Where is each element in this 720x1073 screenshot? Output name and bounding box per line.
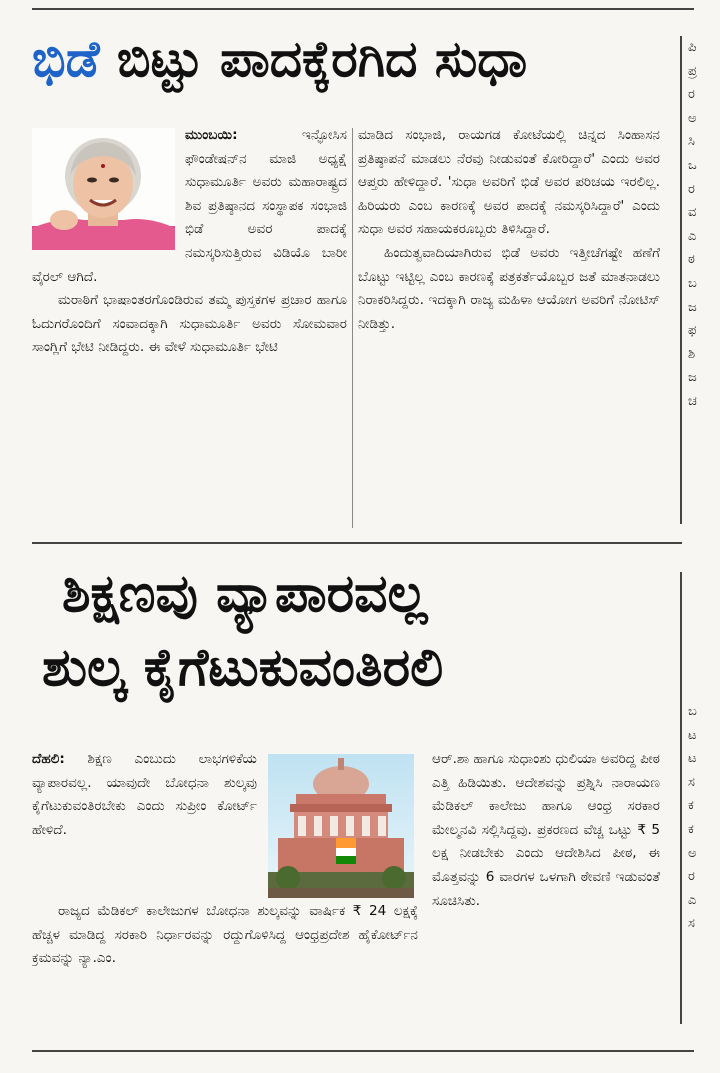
headline-accent-word: ಭಿಡೆ <box>32 30 100 88</box>
sidebar-line: ವ <box>688 205 697 221</box>
sidebar-line: ಟ <box>688 751 697 767</box>
sudha-murthy-photo <box>32 128 175 250</box>
article1-column-2 <box>358 124 660 534</box>
sidebar-line: ರ <box>688 87 695 103</box>
sidebar-divider <box>680 36 682 524</box>
article2-dateline: ದೆಹಲಿ: <box>32 751 65 767</box>
sidebar-line: ಫ <box>688 323 697 339</box>
article2-col2-text: ಆರ್.ಶಾ ಹಾಗೂ ಸುಧಾಂಶು ಧುಲಿಯಾ ಅವರಿದ್ದ ಪೀಠ ಎತ್ತಿ ಹಿಡಿಯಿತು. ಆದೇಶವನ್ನು ಪ್ರಶ್ನಿಸಿ ನಾರಾಯಣ ಮೆಡಿಕಲ್ ಕಾಲೇಜು ಹಾಗೂ ಆಂಧ್ರ ಸರಕಾರ ಮೇಲ್ಮನವಿ ಸಲ್ಲಿಸಿದ್ದವು. ಪ್ರಕರಣದ ವೆಚ್ಚ ಒಟ್ಟು ₹ 5 ಲಕ್ಷ ನೀಡಬೇಕು ಎಂದು ಆದೇಶಿಸಿದ ಪೀಠ, ಈ ಮೊತ್ತವನ್ನು 6 ವಾರಗಳ ಒಳಗಾಗಿ ಠೇವಣಿ ಇಡುವಂತೆ ಸೂಚಿಸಿತು. <box>432 751 660 909</box>
sidebar-line: ಅ <box>688 845 697 861</box>
sidebar-line: ಟ <box>688 727 697 743</box>
sidebar-line: ಜ <box>688 370 697 386</box>
article2-lead-text: ಶಿಕ್ಷಣ ಎಂಬುದು ಲಾಭಗಳಿಕೆಯ ವ್ಯಾಪಾರವಲ್ಲ. ಯಾವುದೇ ಬೋಧನಾ ಶುಲ್ಕವು ಕೈಗೆಟುಕುವಂತಿರಬೇಕು ಎಂದು ಸುಪ್ರೀಂ ಕೋರ್ಟ್ ಹೇಳಿದೆ. <box>32 751 257 838</box>
headline-rest: ಬಿಟ್ಟು ಪಾದಕ್ಕೆರಗಿದ ಸುಧಾ <box>116 30 528 88</box>
sidebar-line: ಕ <box>688 821 694 837</box>
supreme-court-image <box>268 754 414 898</box>
sidebar-line: ಬ <box>688 275 697 291</box>
article1-dateline: ಮುಂಬಯಿ: <box>185 127 238 143</box>
sidebar-line: ಒ <box>688 157 697 173</box>
sidebar-top-column <box>688 36 716 524</box>
sidebar-divider-bottom <box>680 572 682 1024</box>
article1-col2-paragraph-2: ಹಿಂದುತ್ವವಾದಿಯಾಗಿರುವ ಭಿಡೆ ಅವರು ಇತ್ತೀಚೆಗಷ್ಟೇ ಹಣೆಗೆ ಬೊಟ್ಟು ಇಟ್ಟಿಲ್ಲ ಎಂಬ ಕಾರಣಕ್ಕೆ ಪತ್ರಕರ್ತೆಯೊಬ್ಬರ ಜತೆ ಮಾತನಾಡಲು ನಿರಾಕರಿಸಿದ್ದರು. ಇದಕ್ಕಾಗಿ ರಾಜ್ಯ ಮಹಿಳಾ ಆಯೋಗ ಅವರಿಗೆ ನೋಟಿಸ್ ನೀಡಿತ್ತು. <box>358 244 660 332</box>
article1-column-1 <box>32 124 347 534</box>
sidebar-line: ಚ <box>688 393 697 409</box>
sidebar-line: ಪ್ರ <box>688 63 697 79</box>
article2-headline-line-2: ಶುಲ್ಕ ಕೈಗೆಟುಕುವಂತಿರಲಿ <box>42 638 444 698</box>
sidebar-line: ರ <box>688 181 695 197</box>
bottom-rule <box>32 1050 694 1052</box>
sidebar-line: ಠ <box>688 252 695 268</box>
sidebar-line: ರ <box>688 869 695 885</box>
article2-column-1-top <box>32 748 257 892</box>
article2-paragraph-2: ರಾಜ್ಯದ ಮೆಡಿಕಲ್ ಕಾಲೇಜುಗಳ ಬೋಧನಾ ಶುಲ್ಕವನ್ನು ವಾರ್ಷಿಕ ₹ 24 ಲಕ್ಷಕ್ಕೆ ಹೆಚ್ಚಳ ಮಾಡಿದ್ದ ಸರಕಾರಿ ನಿರ್ಧಾರವನ್ನು ರದ್ದುಗೊಳಿಸಿದ್ದ ಆಂಧ್ರಪ್ರದೇಶ ಹೈಕೋರ್ಟ್‌ನ ಕ್ರಮವನ್ನು ನ್ಯಾ.ಎಂ. <box>32 903 418 967</box>
article2-column-2 <box>432 748 660 1028</box>
sidebar-line: ಕ <box>688 798 694 814</box>
article2-column-1-bottom <box>32 900 418 1028</box>
portrait-image <box>32 128 175 250</box>
sidebar-line: ಜ <box>688 299 697 315</box>
section-divider <box>32 542 682 544</box>
article1-col2-paragraph-1: ಮಾಡಿದ ಸಂಭಾಜಿ, ರಾಯಗಡ ಕೋಟೆಯಲ್ಲಿ ಚಿನ್ನದ ಸಿಂಹಾಸನ ಪ್ರತಿಷ್ಠಾಪನೆ ಮಾಡಲು ನೆರವು ನೀಡುವಂತೆ ಕೋರಿದ್ದಾರೆ' ಎಂದು ಅವರ ಆಪ್ತರು ಹೇಳಿದ್ದಾರೆ. 'ಸುಧಾ ಅವರಿಗೆ ಭಿಡೆ ಅವರ ಪರಿಚಯ ಇರಲಿಲ್ಲ. ಹಿರಿಯರು ಎಂಬ ಕಾರಣಕ್ಕೆ ಅವರ ಪಾದಕ್ಕೆ ನಮಸ್ಕರಿಸಿದ್ದಾರೆ' ಎಂದು ಸುಧಾ ಅವರ ಸಹಾಯಕರೂಬ್ಬರು ತಿಳಿಸಿದ್ದಾರೆ. <box>358 127 660 238</box>
sidebar-line: ಸ <box>688 774 695 790</box>
sidebar-line: ಎ <box>688 228 697 244</box>
sidebar-line: ಸ <box>688 916 695 932</box>
supreme-court-photo <box>268 754 414 898</box>
sidebar-line: ಪಿ <box>688 40 697 55</box>
article1-paragraph-2: ಮರಾಠಿಗೆ ಭಾಷಾಂತರಗೊಂಡಿರುವ ತಮ್ಮ ಪುಸ್ತಕಗಳ ಪ್ರಚಾರ ಹಾಗೂ ಓದುಗರೊಂದಿಗೆ ಸಂವಾದಕ್ಕಾಗಿ ಸುಧಾಮೂರ್ತಿ ಅವರು ಸೋಮವಾರ ಸಾಂಗ್ಲಿಗೆ ಭೇಟಿ ನೀಡಿದ್ದರು. ಈ ವೇಳೆ ಸುಧಾಮೂರ್ತಿ ಭೇಟಿ <box>32 292 347 356</box>
sidebar-line: ಸಿ <box>688 134 695 150</box>
top-rule <box>32 8 694 10</box>
sidebar-line: ಅ <box>688 110 697 126</box>
sidebar-line: ಶಿ <box>688 346 696 362</box>
article2-headline-line-1: ಶಿಕ್ಷಣವು ವ್ಯಾಪಾರವಲ್ಲ <box>62 564 428 624</box>
article1-headline <box>32 32 527 87</box>
sidebar-line: ಎ <box>688 892 697 908</box>
sidebar-bottom-column <box>688 700 716 1020</box>
sidebar-line: ಬ <box>688 704 697 719</box>
article1-lead-text: ಇನ್ಫೋಸಿಸ ಫೌಂಡೇಷನ್‌ನ ಮಾಜಿ ಅಧ್ಯಕ್ಷೆ ಸುಧಾಮೂರ್ತಿ ಅವರು ಮಹಾರಾಷ್ಟ್ರದ ಶಿವ ಪ್ರತಿಷ್ಠಾನದ ಸಂಸ್ಥಾಪಕ ಸಂಭಾಜಿ ಭಿಡೆ ಅವರ ಪಾದಕ್ಕೆ ನಮಸ್ಕರಿಸುತ್ತಿರುವ ವಿಡಿಯೊ ಬಾರೀ ವೈರಲ್ ಆಗಿದೆ. <box>32 127 347 285</box>
article1-column-divider <box>352 128 353 528</box>
